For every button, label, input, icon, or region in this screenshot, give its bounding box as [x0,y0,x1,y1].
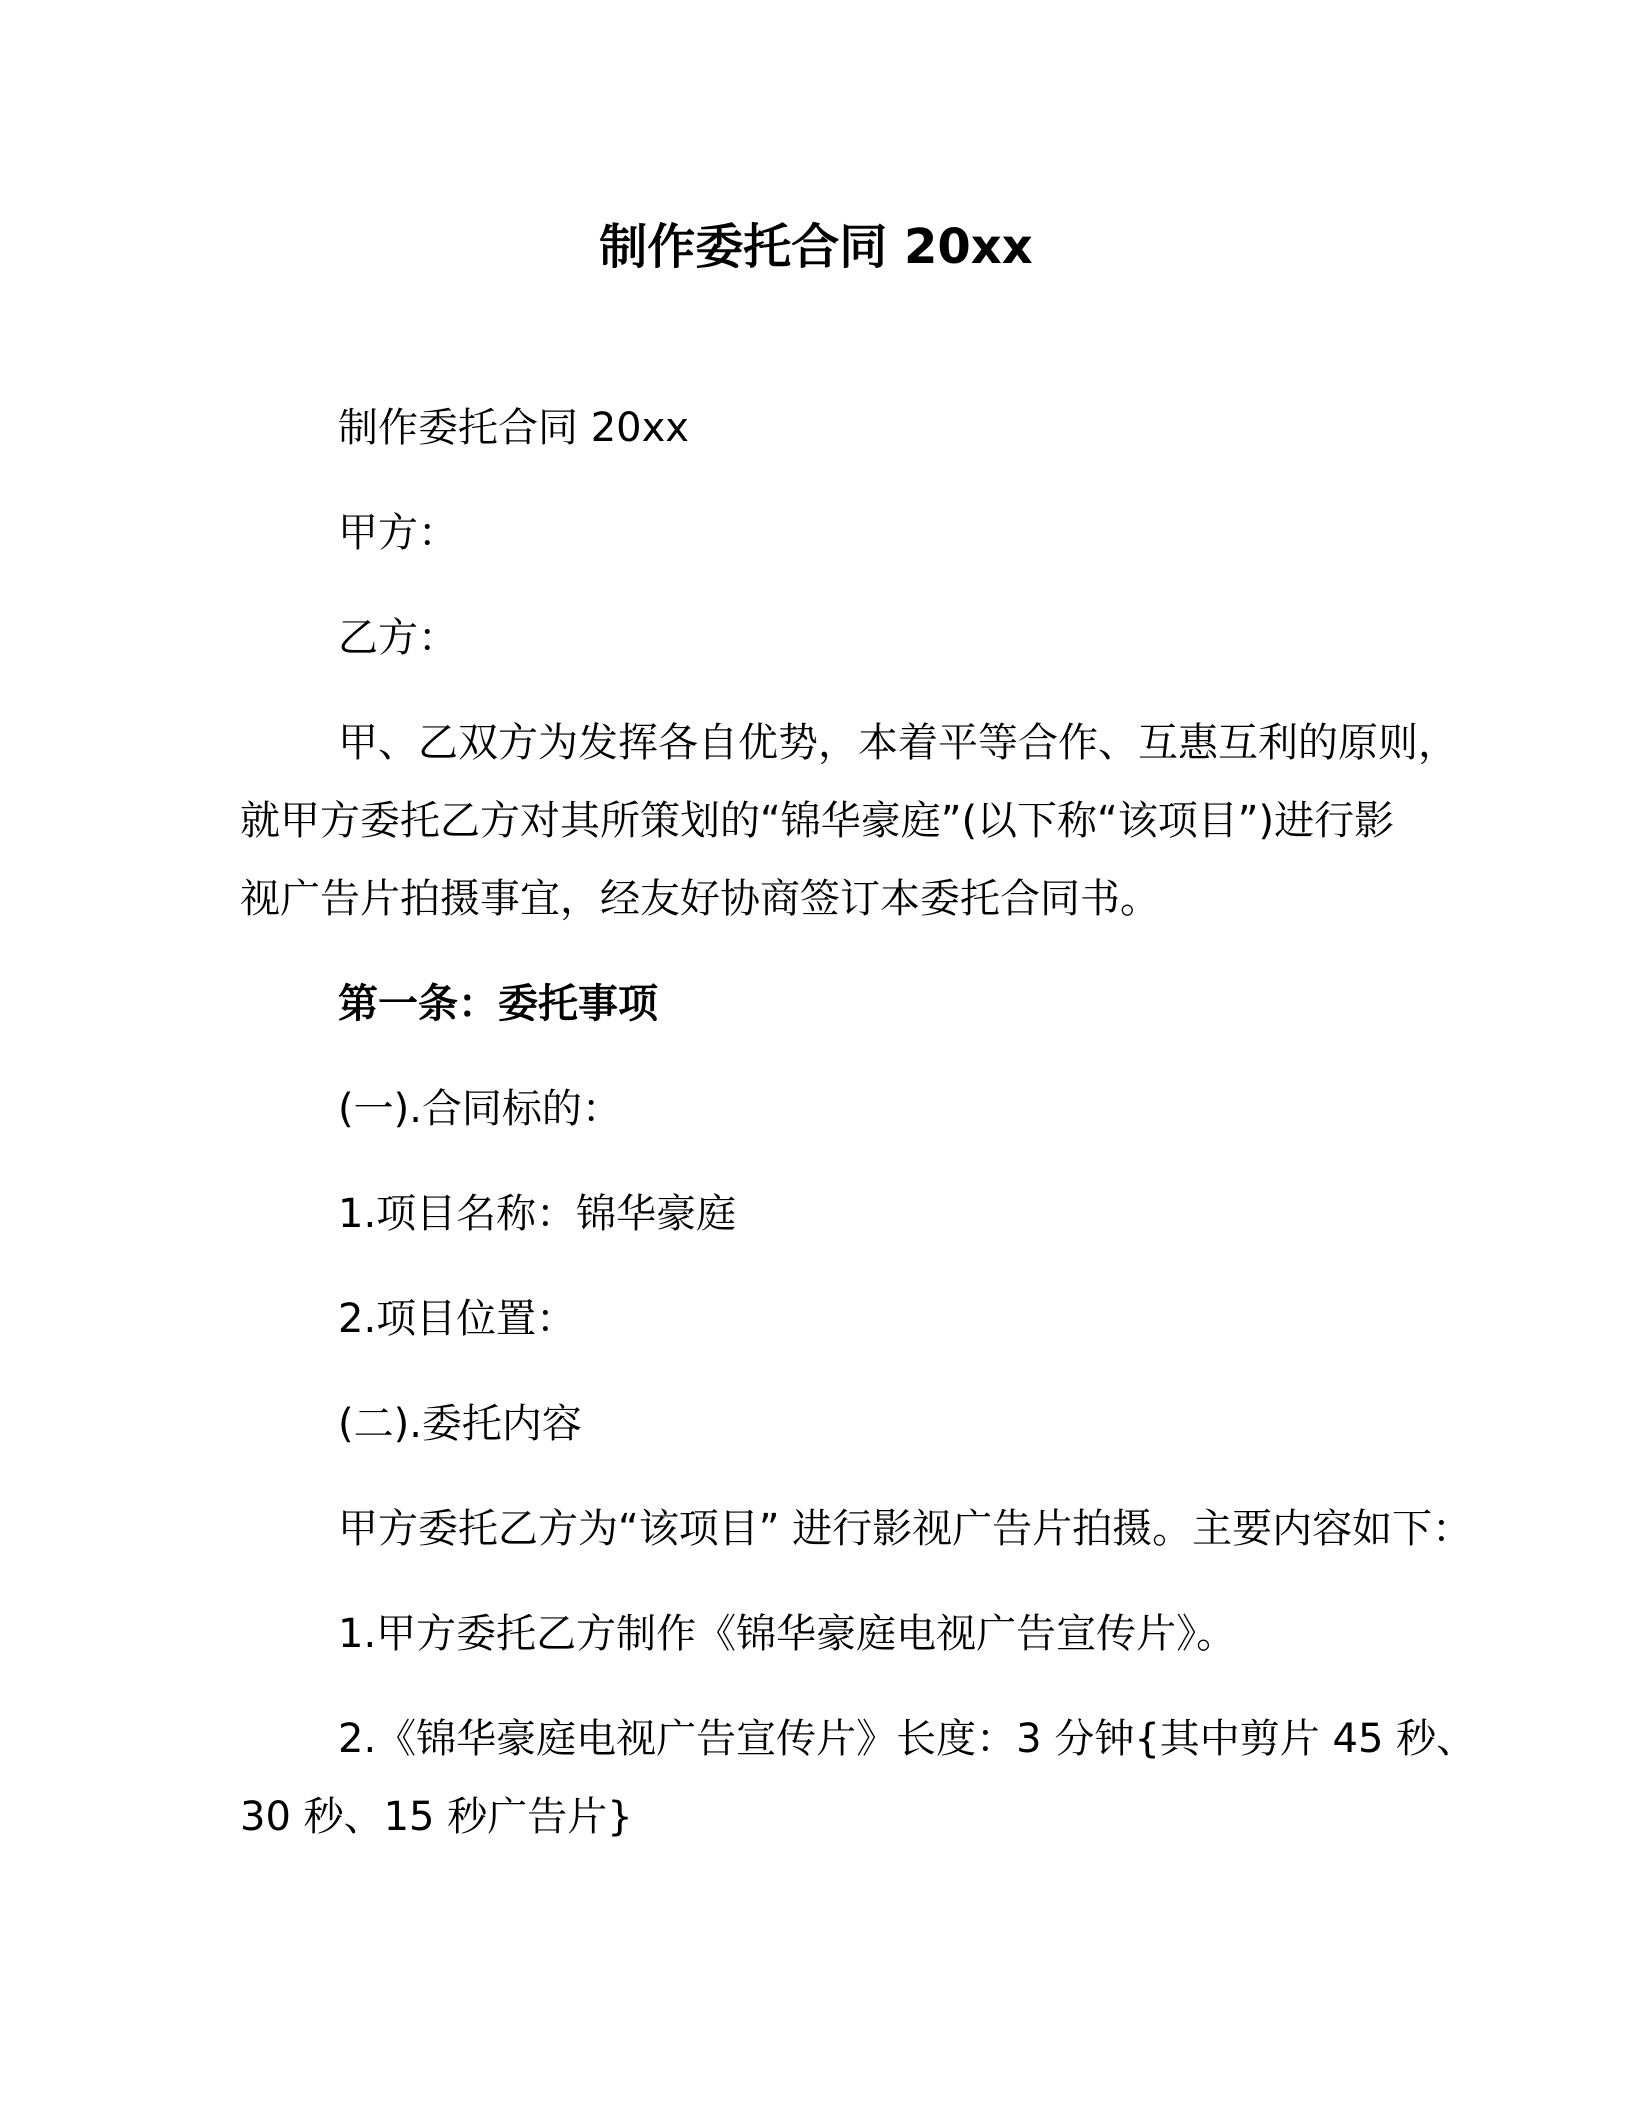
text-line: 2.《锦华豪庭电视广告宣传片》长度：3 分钟{其中剪片 45 秒、 [338,1716,1477,1762]
text-line: 就甲方委托乙方对其所策划的“锦华豪庭”(以下称“该项目”)进行影 [240,798,1395,844]
text-line: 2.项目位置： [338,1296,577,1342]
text-line: 1.项目名称：锦华豪庭 [338,1191,737,1237]
text-line: 30 秒、15 秒广告片} [240,1794,633,1840]
text-line: 视广告片拍摄事宜，经友好协商签订本委托合同书。 [240,876,1160,922]
text-line: 制作委托合同 20xx [338,405,689,451]
text-line: (二).委托内容 [338,1401,582,1447]
text-line: 乙方： [338,615,458,661]
text-line: (一).合同标的： [338,1086,622,1132]
document-title: 制作委托合同 20xx [599,219,1033,275]
text-line: 甲方： [338,510,458,556]
section-heading: 第一条：委托事项 [338,981,658,1027]
text-line: 1.甲方委托乙方制作《锦华豪庭电视广告宣传片》。 [338,1611,1237,1657]
text-line: 甲、乙双方为发挥各自优势，本着平等合作、互惠互利的原则， [338,720,1458,766]
text-line: 甲方委托乙方为“该项目” 进行影视广告片拍摄。主要内容如下： [338,1506,1473,1552]
